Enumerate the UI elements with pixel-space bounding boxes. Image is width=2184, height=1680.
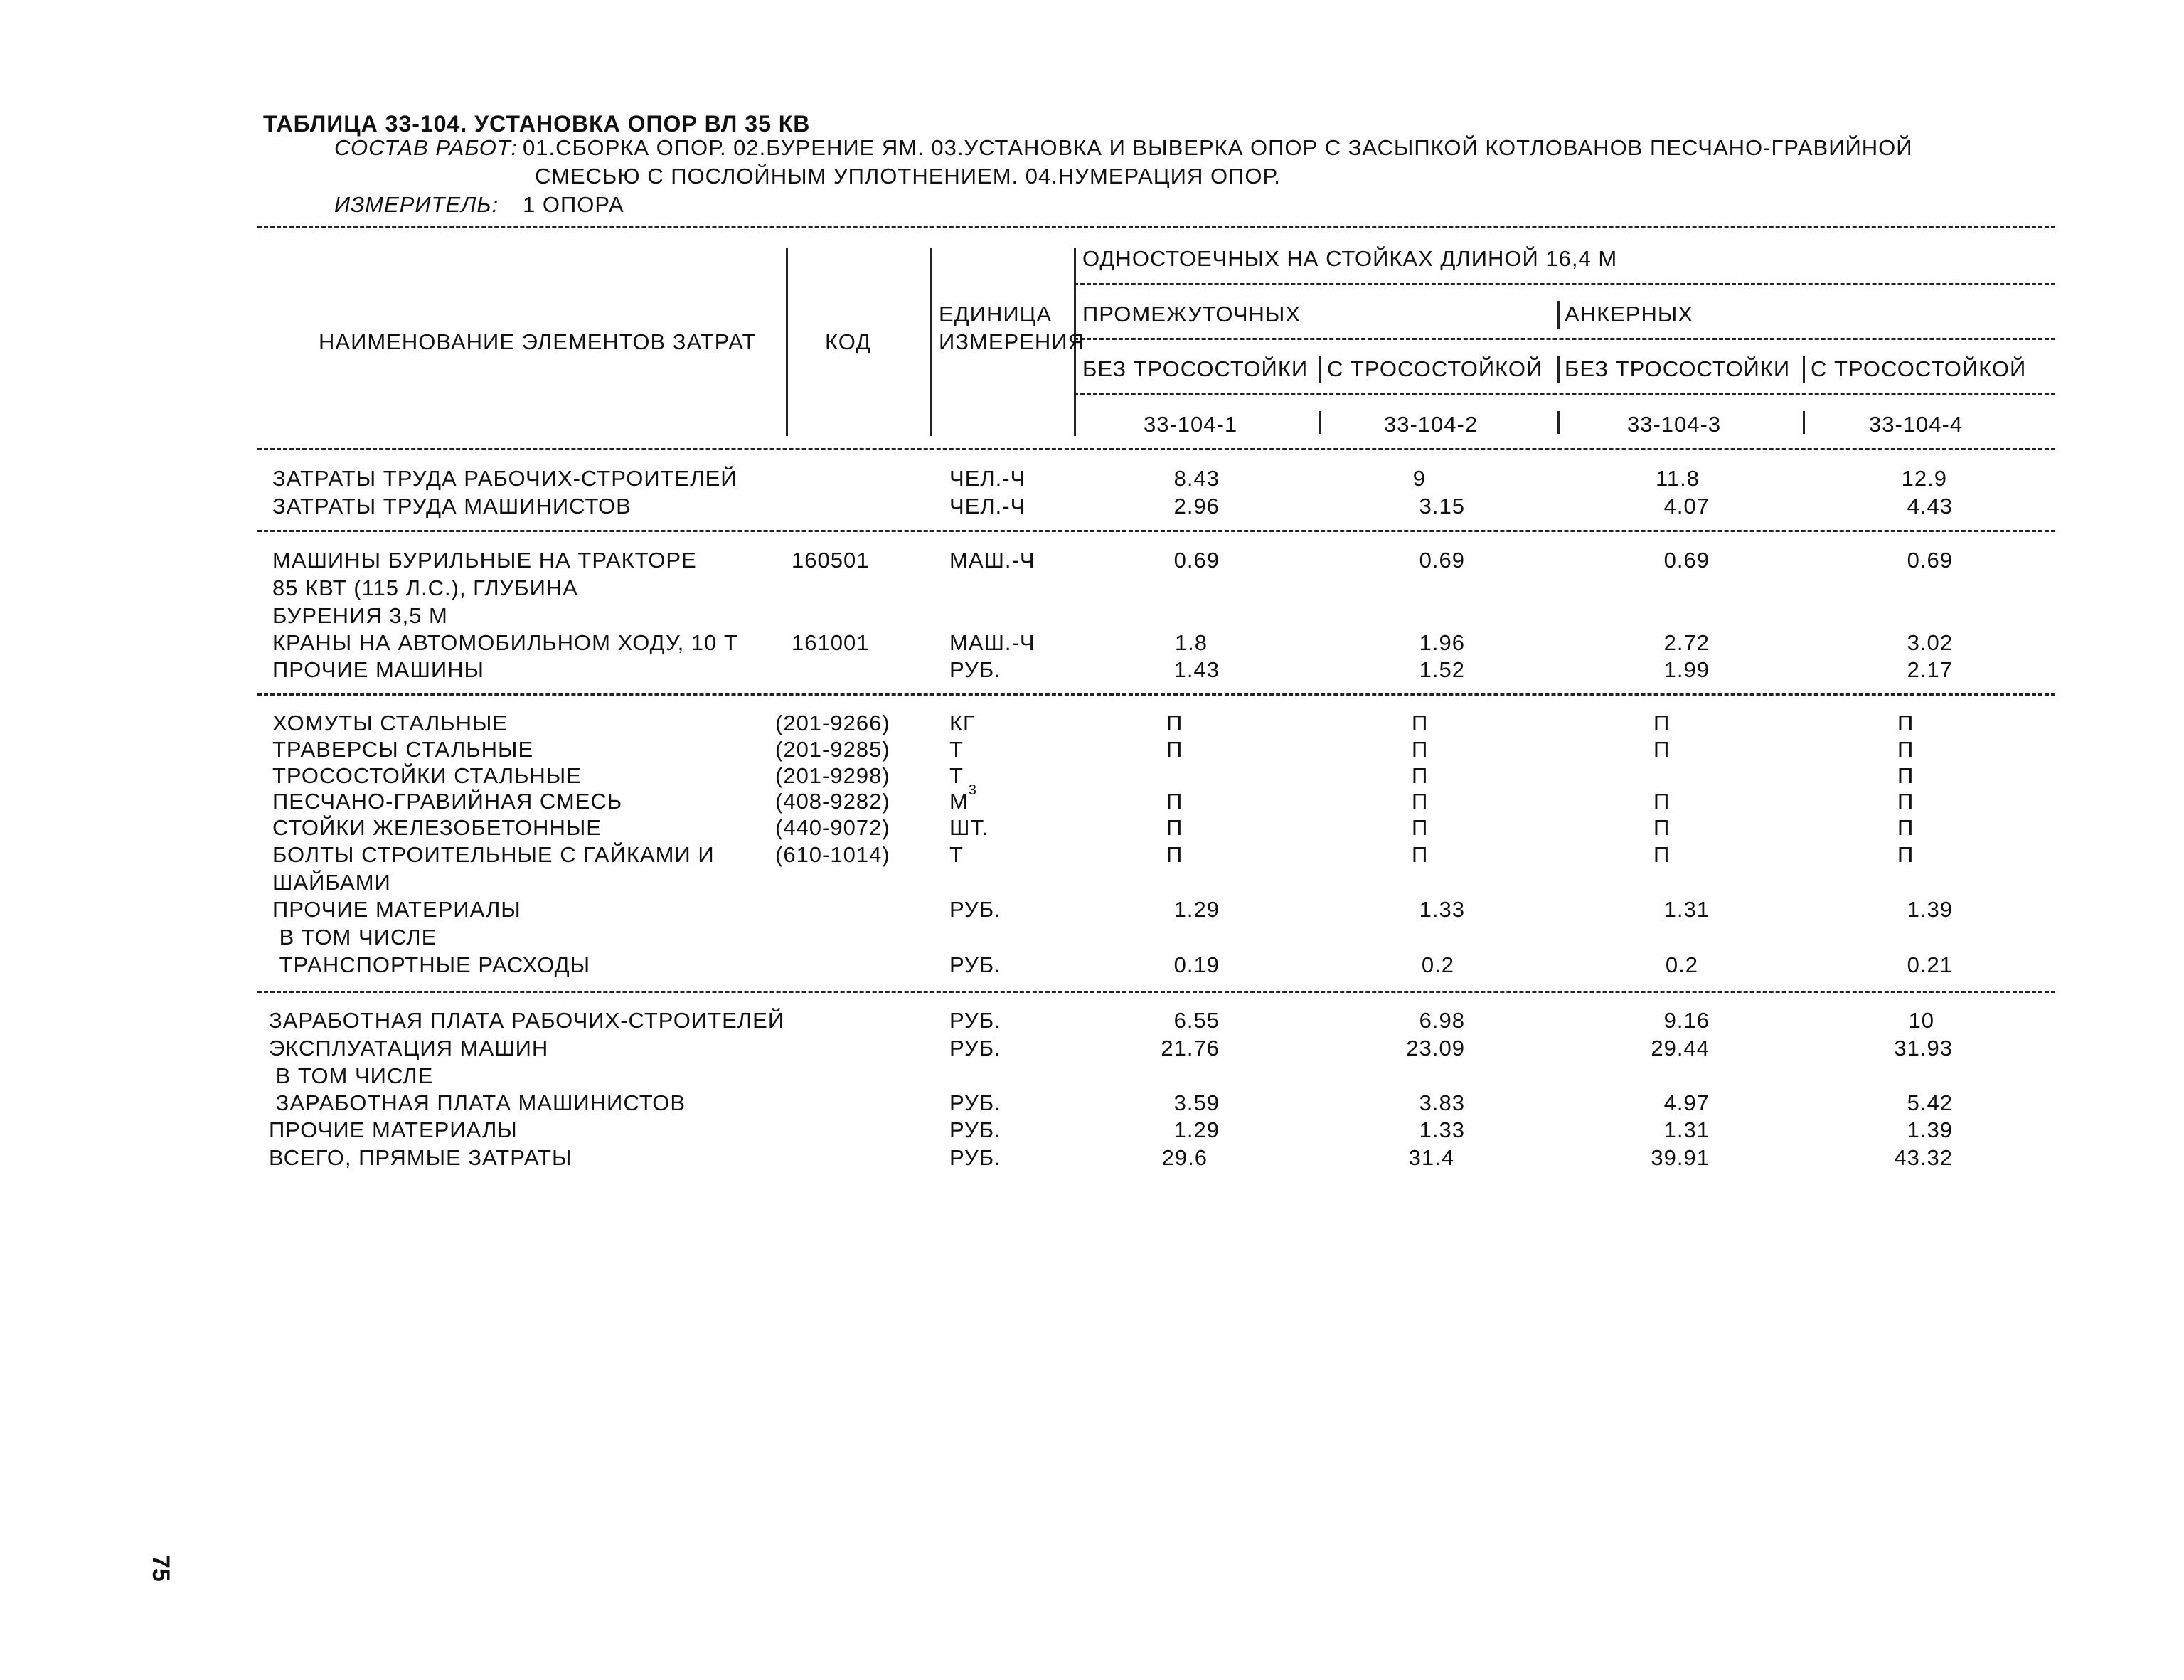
row-value: 1.33 <box>1419 1117 1465 1142</box>
row-name: ВСЕГО, ПРЯМЫЕ ЗАТРАТЫ <box>269 1145 572 1170</box>
page-number: 75 <box>147 1555 174 1582</box>
row-name: ТРОСОСТОЙКИ СТАЛЬНЫЕ <box>272 763 582 788</box>
row-code: (201-9285) <box>775 737 890 762</box>
header-divider-5 <box>1319 356 1321 383</box>
row-value: П <box>1412 763 1429 788</box>
header-group: ОДНОСТОЕЧНЫХ НА СТОЙКАХ ДЛИНОЙ 16,4 М <box>1082 246 1618 271</box>
row-value: 1.29 <box>1173 1117 1220 1142</box>
row-value: 5.42 <box>1907 1090 1953 1115</box>
row-name: СТОЙКИ ЖЕЛЕЗОБЕТОННЫЕ <box>272 815 602 840</box>
row-unit: Т <box>949 737 964 762</box>
row-unit: ЧЕЛ.-Ч <box>949 494 1026 519</box>
row-value: П <box>1166 711 1183 735</box>
table-title: ТАБЛИЦА 33-104. УСТАНОВКА ОПОР ВЛ 35 КВ <box>263 111 811 137</box>
row-value: 10 <box>1908 1008 1934 1033</box>
row-value: П <box>1897 711 1914 735</box>
row-value: 23.09 <box>1406 1036 1465 1060</box>
row-value: 0.69 <box>1173 548 1220 573</box>
row-unit: РУБ. <box>949 897 1001 922</box>
row-unit: РУБ. <box>949 657 1001 682</box>
row-name: ПЕСЧАНО-ГРАВИЙНАЯ СМЕСЬ <box>272 789 623 814</box>
row-value: 3.02 <box>1907 630 1953 655</box>
row-name: КРАНЫ НА АВТОМОБИЛЬНОМ ХОДУ, 10 Т <box>272 630 738 655</box>
row-value: П <box>1166 737 1183 762</box>
row-value: 43.32 <box>1894 1145 1953 1170</box>
row-name: ЗАРАБОТНАЯ ПЛАТА РАБОЧИХ-СТРОИТЕЛЕЙ <box>269 1008 785 1033</box>
row-value: 4.43 <box>1907 494 1953 519</box>
row-name: ТРАНСПОРТНЫЕ РАСХОДЫ <box>272 952 591 977</box>
header-code: КОД <box>825 329 872 354</box>
section-rule-1 <box>257 530 2055 532</box>
row-value: 0.19 <box>1173 952 1220 977</box>
row-value: 1.33 <box>1419 897 1465 922</box>
row-value: П <box>1897 842 1914 867</box>
row-value: П <box>1166 815 1183 840</box>
header-code-4: 33-104-4 <box>1869 412 1964 437</box>
row-value: 1.31 <box>1663 897 1710 922</box>
row-unit: РУБ. <box>949 1036 1001 1060</box>
row-value: 1.39 <box>1907 897 1953 922</box>
header-unit-1: ЕДИНИЦА <box>939 302 1053 326</box>
row-value: 0.69 <box>1419 548 1465 573</box>
header-rule-4 <box>1074 393 2055 395</box>
header-divider-10 <box>1803 411 1805 434</box>
row-value: П <box>1166 842 1183 867</box>
composition-line-2: СМЕСЬЮ С ПОСЛОЙНЫМ УПЛОТНЕНИЕМ. 04.НУМЕРАЦИЯ ОПОР. <box>535 164 1281 188</box>
row-value: 2.17 <box>1907 657 1953 682</box>
row-name: ПРОЧИЕ МАШИНЫ <box>272 657 484 682</box>
header-with-guy-1: С ТРОСОСТОЙКОЙ <box>1327 356 1543 381</box>
row-value: 12.9 <box>1901 466 1947 491</box>
row-name: БОЛТЫ СТРОИТЕЛЬНЫЕ С ГАЙКАМИ И <box>272 842 715 867</box>
row-unit: РУБ. <box>949 1090 1001 1115</box>
row-value: 1.96 <box>1419 630 1465 655</box>
section-rule-2 <box>257 693 2055 696</box>
row-name-cont: 85 КВТ (115 Л.С.), ГЛУБИНА <box>272 575 578 600</box>
row-name: ЗАТРАТЫ ТРУДА РАБОЧИХ-СТРОИТЕЛЕЙ <box>272 466 737 491</box>
header-divider-2 <box>930 248 932 436</box>
row-name-cont: ШАЙБАМИ <box>272 870 391 895</box>
row-code: (201-9266) <box>775 711 890 735</box>
header-divider-1 <box>786 248 788 436</box>
row-value: П <box>1653 842 1671 867</box>
header-anchor: АНКЕРНЫХ <box>1565 302 1693 326</box>
row-value: 29.6 <box>1161 1145 1208 1170</box>
row-value: 29.44 <box>1651 1036 1710 1060</box>
row-value: П <box>1412 789 1429 814</box>
header-rule-2 <box>1074 283 2055 285</box>
row-unit: ЧЕЛ.-Ч <box>949 466 1026 491</box>
row-value: 21.76 <box>1161 1036 1220 1060</box>
header-unit-2: ИЗМЕРЕНИЯ <box>939 329 1085 354</box>
row-code: (440-9072) <box>775 815 890 840</box>
row-unit: МАШ.-Ч <box>949 630 1035 655</box>
row-name: ЗАТРАТЫ ТРУДА МАШИНИСТОВ <box>272 494 632 519</box>
row-value: П <box>1897 815 1914 840</box>
row-value: 1.39 <box>1907 1117 1953 1142</box>
row-value: П <box>1653 789 1671 814</box>
row-value: 1.43 <box>1173 657 1220 682</box>
row-code: (201-9298) <box>775 763 890 788</box>
row-value: П <box>1897 763 1914 788</box>
row-value: 31.4 <box>1408 1145 1454 1170</box>
row-unit: МАШ.-Ч <box>949 548 1035 573</box>
meter-value: 1 ОПОРА <box>523 192 624 217</box>
row-value: 6.55 <box>1173 1008 1220 1033</box>
header-name: НАИМЕНОВАНИЕ ЭЛЕМЕНТОВ ЗАТРАТ <box>319 329 757 354</box>
row-name-cont: БУРЕНИЯ 3,5 М <box>272 603 448 628</box>
row-name: ПРОЧИЕ МАТЕРИАЛЫ <box>269 1117 518 1142</box>
row-name: ТРАВЕРСЫ СТАЛЬНЫЕ <box>272 737 534 762</box>
row-unit: РУБ. <box>949 1117 1001 1142</box>
row-value: 3.59 <box>1173 1090 1220 1115</box>
row-value: 6.98 <box>1419 1008 1465 1033</box>
header-with-guy-2: С ТРОСОСТОЙКОЙ <box>1811 356 2027 381</box>
header-intermediate: ПРОМЕЖУТОЧНЫХ <box>1082 302 1301 326</box>
row-unit: Т <box>949 842 964 867</box>
row-value: 8.43 <box>1173 466 1220 491</box>
composition-line-1: 01.СБОРКА ОПОР. 02.БУРЕНИЕ ЯМ. 03.УСТАНОВКА И ВЫВЕРКА ОПОР С ЗАСЫПКОЙ КОТЛОВАНОВ ПЕСЧАНО-ГРАВИЙНОЙ <box>523 135 1913 160</box>
row-value: 9.16 <box>1663 1008 1710 1033</box>
header-rule-3 <box>1074 338 2055 340</box>
row-value: П <box>1897 789 1914 814</box>
row-unit: РУБ. <box>949 952 1001 977</box>
row-value: 0.2 <box>1665 952 1698 977</box>
row-value: 4.07 <box>1663 494 1710 519</box>
row-value: 2.96 <box>1173 494 1220 519</box>
header-code-2: 33-104-2 <box>1384 412 1479 437</box>
row-value: П <box>1653 737 1671 762</box>
row-value: 1.8 <box>1174 630 1208 655</box>
row-value: 4.97 <box>1663 1090 1710 1115</box>
row-name-cont: В ТОМ ЧИСЛЕ <box>272 925 437 950</box>
row-value: 31.93 <box>1894 1036 1953 1060</box>
row-value: 3.15 <box>1419 494 1465 519</box>
row-code: 160501 <box>792 548 870 573</box>
row-value: П <box>1412 737 1429 762</box>
row-unit: КГ <box>949 711 976 735</box>
header-divider-9 <box>1557 411 1560 434</box>
row-value: П <box>1412 711 1429 735</box>
header-without-guy-2: БЕЗ ТРОСОСТОЙКИ <box>1565 356 1791 381</box>
header-code-1: 33-104-1 <box>1144 412 1238 437</box>
header-code-3: 33-104-3 <box>1627 412 1722 437</box>
header-divider-8 <box>1319 411 1321 434</box>
row-unit: Т <box>949 763 964 788</box>
row-code: (408-9282) <box>775 789 890 814</box>
row-unit: ШТ. <box>949 815 989 840</box>
row-value: 0.69 <box>1907 548 1953 573</box>
row-value: П <box>1653 711 1671 735</box>
row-value: 1.99 <box>1663 657 1710 682</box>
row-name: ХОМУТЫ СТАЛЬНЫЕ <box>272 711 508 735</box>
header-top-rule <box>257 226 2055 228</box>
row-value: 1.52 <box>1419 657 1465 682</box>
row-value: 0.2 <box>1421 952 1454 977</box>
row-value: 0.69 <box>1663 548 1710 573</box>
row-unit: РУБ. <box>949 1145 1001 1170</box>
row-value: 0.21 <box>1907 952 1953 977</box>
row-name: ПРОЧИЕ МАТЕРИАЛЫ <box>272 897 521 922</box>
meter-label: ИЗМЕРИТЕЛЬ: <box>334 192 499 217</box>
row-code: (610-1014) <box>775 842 890 867</box>
row-code: 161001 <box>792 630 870 655</box>
row-name-cont: В ТОМ ЧИСЛЕ <box>269 1063 434 1088</box>
row-name: ЗАРАБОТНАЯ ПЛАТА МАШИНИСТОВ <box>269 1090 686 1115</box>
row-value: 9 <box>1412 466 1426 491</box>
row-value: П <box>1653 815 1671 840</box>
row-value: 3.83 <box>1419 1090 1465 1115</box>
header-divider-7 <box>1803 356 1805 383</box>
section-rule-3 <box>257 991 2055 993</box>
row-value: 1.29 <box>1173 897 1220 922</box>
row-name: МАШИНЫ БУРИЛЬНЫЕ НА ТРАКТОРЕ <box>272 548 697 573</box>
row-unit: РУБ. <box>949 1008 1001 1033</box>
row-unit: $М^3$ <box>949 782 977 814</box>
row-value: 2.72 <box>1663 630 1710 655</box>
header-divider-6 <box>1557 356 1560 383</box>
composition-label: СОСТАВ РАБОТ: <box>334 135 518 160</box>
row-name: ЭКСПЛУАТАЦИЯ МАШИН <box>269 1036 549 1060</box>
row-value: 39.91 <box>1651 1145 1710 1170</box>
row-value: П <box>1412 815 1429 840</box>
header-divider-anchor <box>1557 301 1560 329</box>
header-without-guy-1: БЕЗ ТРОСОСТОЙКИ <box>1082 356 1309 381</box>
row-value: 11.8 <box>1655 466 1700 491</box>
header-bottom-rule <box>257 448 2055 450</box>
row-value: 1.31 <box>1663 1117 1710 1142</box>
row-value: П <box>1412 842 1429 867</box>
row-value: П <box>1166 789 1183 814</box>
row-value: П <box>1897 737 1914 762</box>
